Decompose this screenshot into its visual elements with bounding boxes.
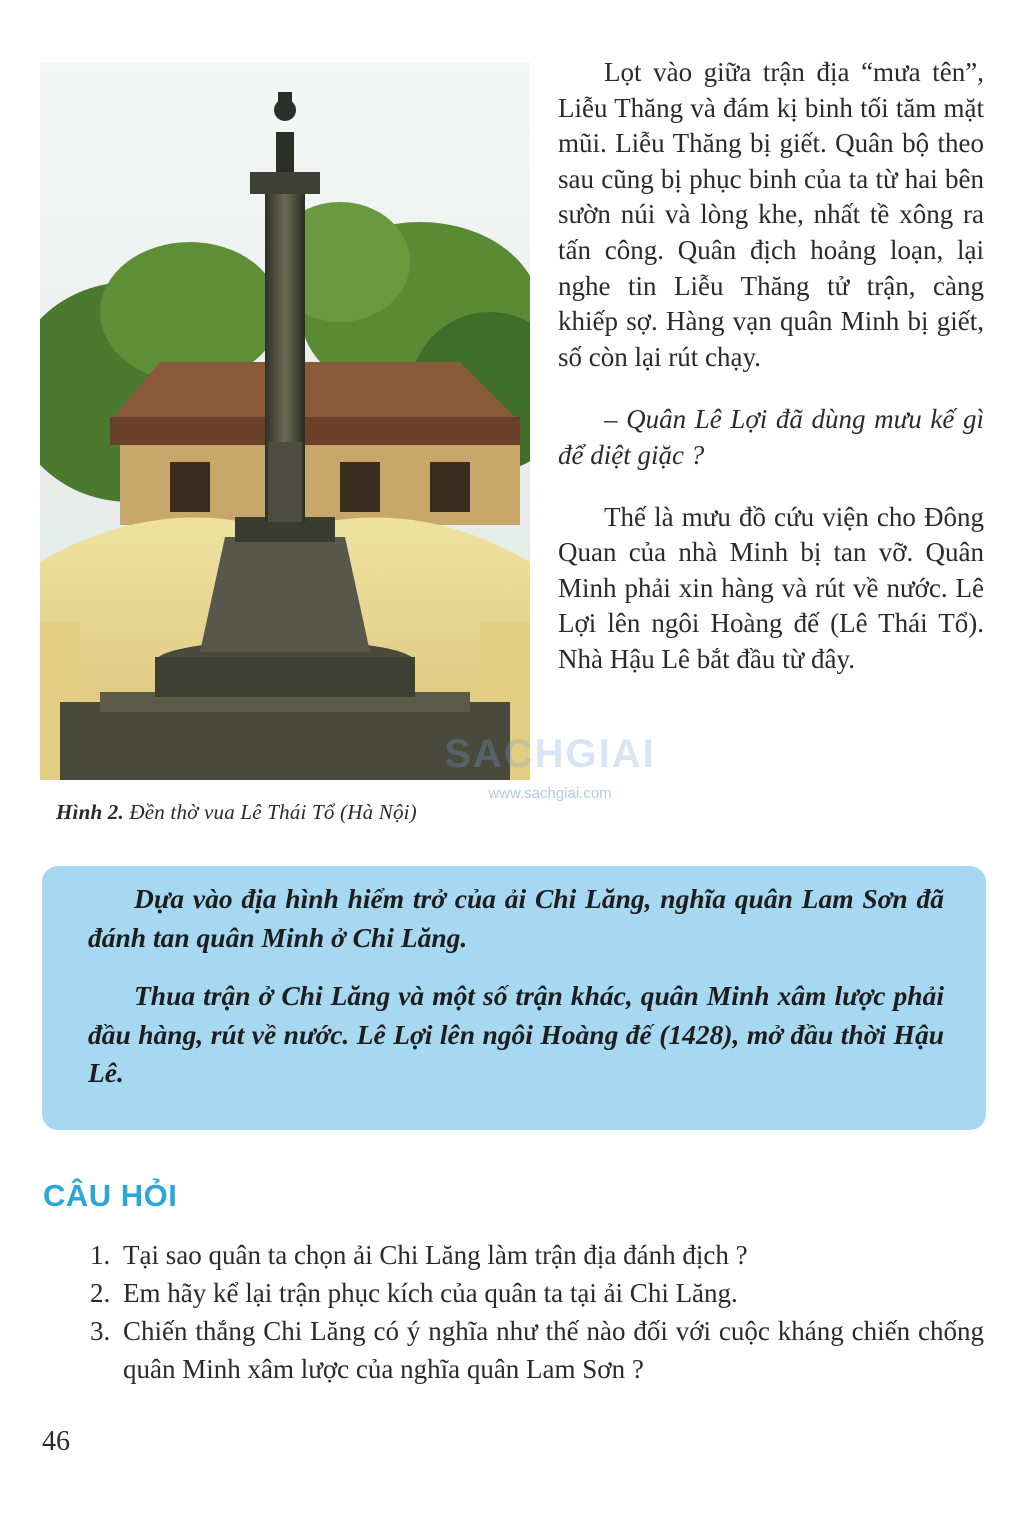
question-text: Em hãy kể lại trận phục kích của quân ta tại ải Chi Lăng. xyxy=(123,1278,738,1308)
questions-list xyxy=(90,1236,984,1388)
figure-caption-text: Đền thờ vua Lê Thái Tổ (Hà Nội) xyxy=(129,800,417,824)
narrative-question: – Quân Lê Lợi đã dùng mưu kế gì để diệt giặc ? xyxy=(558,404,984,470)
question-item xyxy=(90,1274,984,1312)
watermark-logo: SACHGIAI xyxy=(444,732,656,776)
page-number: 46 xyxy=(42,1426,70,1457)
summary-paragraph-2: Thua trận ở Chi Lăng và một số trận khác, quân Minh xâm lược phải đầu hàng, rút về nước. Lê Lợi lên ngôi Hoàng đế (1428), mở đầu thời Hậu Lê. xyxy=(88,980,944,1088)
figure-caption-label: Hình 2. xyxy=(56,800,124,824)
question-number: 3. xyxy=(90,1316,111,1346)
figure-caption xyxy=(56,800,556,825)
temple-photo xyxy=(40,62,530,780)
question-text: Chiến thắng Chi Lăng có ý nghĩa như thế nào đối với cuộc kháng chiến chống quân Minh xâm lược của nghĩa quân Lam Sơn ? xyxy=(123,1316,984,1384)
summary-box xyxy=(42,866,986,1130)
summary-box-content xyxy=(88,880,944,1093)
summary-paragraph-1: Dựa vào địa hình hiểm trở của ải Chi Lăng, nghĩa quân Lam Sơn đã đánh tan quân Minh ở Chi Lăng. xyxy=(88,883,944,953)
question-number: 2. xyxy=(90,1278,111,1308)
narrative-column xyxy=(558,55,984,678)
question-item xyxy=(90,1236,984,1274)
question-item xyxy=(90,1312,984,1388)
question-text: Tại sao quân ta chọn ải Chi Lăng làm trận địa đánh địch ? xyxy=(123,1240,748,1270)
narrative-paragraph-2: Thế là mưu đồ cứu viện cho Đông Quan của nhà Minh bị tan vỡ. Quân Minh phải xin hàng và rút về nước. Lê Lợi lên ngôi Hoàng đế (Lê Thái Tổ). Nhà Hậu Lê bắt đầu từ đây. xyxy=(558,501,984,674)
watermark-url: www.sachgiai.com xyxy=(488,785,612,802)
question-number: 1. xyxy=(90,1240,111,1270)
narrative-paragraph-1: Lọt vào giữa trận địa “mưa tên”, Liễu Thăng và đám kị binh tối tăm mặt mũi. Liễu Thăng bị giết. Quân bộ theo sau cũng bị phục binh của ta từ hai bên sườn núi và lòng khe, nhất tề xông ra tấn công. Quân địch hoảng loạn, lại nghe tin Liễu Thăng tử trận, càng khiếp sợ. Hàng vạn quân Minh bị giết, số còn lại rút chạy. xyxy=(558,57,984,372)
questions-heading: CÂU HỎI xyxy=(43,1178,178,1213)
temple-photo-drawing xyxy=(40,62,530,780)
